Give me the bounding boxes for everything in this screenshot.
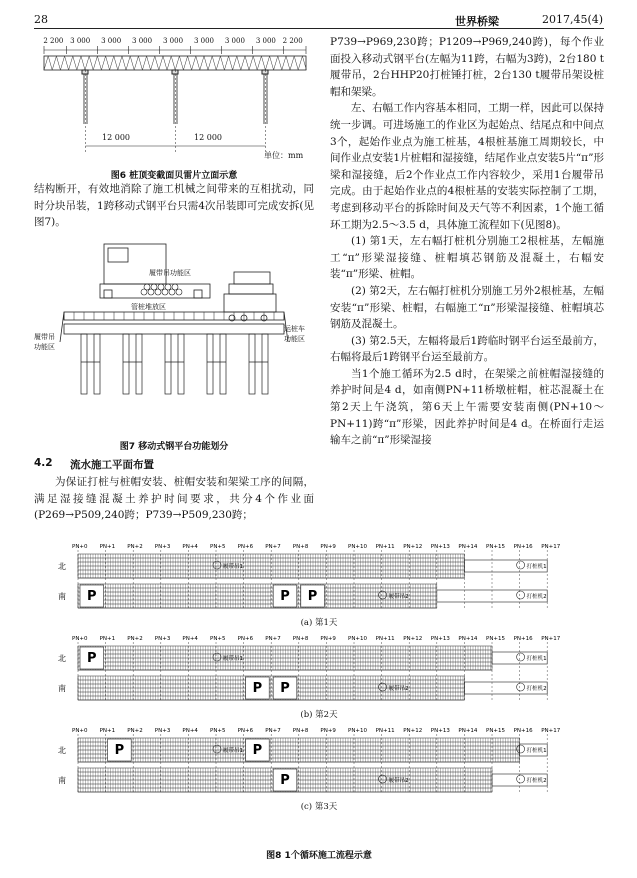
fig8-panel-0 bbox=[34, 540, 604, 626]
fig8-subcaption-0: (a) 第1天 bbox=[300, 618, 338, 628]
fig8-pier-label: PN+14 bbox=[458, 544, 478, 550]
fig8-piledriver2-label: 打桩机2 bbox=[526, 594, 547, 600]
fig8-pier-label: PN+0 bbox=[72, 636, 88, 642]
fig8-pier-label: PN+7 bbox=[265, 728, 281, 734]
fig8-piledriver1-label: 打桩机1 bbox=[526, 564, 547, 570]
fig6-top-dim-0: 2 200 bbox=[43, 37, 64, 45]
fig8-platform-mark: P bbox=[252, 743, 263, 758]
fig8-pier-label: PN+14 bbox=[458, 728, 478, 734]
fig8-pier-label: PN+4 bbox=[182, 636, 198, 642]
fig8-pier-label: PN+0 bbox=[72, 544, 88, 550]
fig8-pier-label: PN+9 bbox=[320, 728, 336, 734]
paragraph: (2) 第2天，左右幅打桩机分别施工另外2根桩基，左幅安装“π”形梁、桩帽，右幅施工“π”形梁湿接缝、桩帽填芯钢筋及混凝土。 bbox=[330, 284, 604, 331]
fig8-piledriver1-label: 打桩机1 bbox=[526, 656, 547, 662]
fig8-pier-label: PN+7 bbox=[265, 636, 281, 642]
fig6-top-dim-2: 3 000 bbox=[101, 37, 122, 45]
fig8-crane2-label: 履带吊2 bbox=[388, 778, 409, 784]
fig8-north-label: 北 bbox=[58, 562, 66, 571]
fig8-pier-label: PN+8 bbox=[292, 728, 309, 734]
paragraph: P739→P969,230跨；P1209→P969,240跨)，每个作业面投入移动式钢平台(左幅为11跨，右幅为3跨)，2台180 t履带吊，2台HHP20打桩锤打桩，2台130 t履带吊架设桩帽和架梁。 bbox=[330, 36, 604, 98]
fig8-pier-label: PN+11 bbox=[375, 544, 395, 550]
fig7-label-crawler-crane-zone: 履带吊功能区 bbox=[149, 269, 191, 277]
fig8-pier-label: PN+6 bbox=[237, 544, 254, 550]
issue-info: 2017,45(4) bbox=[542, 13, 604, 26]
fig8-pier-label: PN+16 bbox=[513, 544, 533, 550]
fig8-south-label: 南 bbox=[58, 776, 66, 785]
fig8-pier-label: PN+2 bbox=[127, 544, 143, 550]
left-column-text-1 bbox=[34, 181, 314, 231]
fig8-north-label: 北 bbox=[58, 654, 66, 663]
paragraph: (3) 第2.5天，左幅将最后1跨临时钢平台运至最前方，右幅将最后1跨钢平台运至最前方。 bbox=[330, 334, 604, 364]
fig8-pier-label: PN+3 bbox=[154, 636, 171, 642]
fig6-top-dim-6: 3 000 bbox=[224, 37, 245, 45]
fig8-crane1-label: 履带吊1 bbox=[223, 656, 243, 662]
fig6-unit: 单位：mm bbox=[264, 151, 304, 160]
fig8-pier-label: PN+10 bbox=[348, 636, 368, 642]
fig8-subcaption-1: (b) 第2天 bbox=[300, 710, 338, 720]
fig8-pier-label: PN+3 bbox=[154, 728, 171, 734]
paragraph: 为保证打桩与桩帽安装、桩帽安装和架梁工序的间隔，满足湿接缝混凝土养护时间要求，共分4个作业面(P269→P509,240跨；P739→P509,230跨； bbox=[34, 476, 314, 522]
fig8-pier-label: PN+5 bbox=[210, 636, 226, 642]
fig8-pier-label: PN+11 bbox=[375, 728, 395, 734]
fig8-platform-mark: P bbox=[280, 589, 290, 604]
journal-name: 世界桥梁 bbox=[455, 15, 499, 28]
fig8-pier-label: PN+1 bbox=[99, 544, 116, 550]
fig8-pier-label: PN+13 bbox=[430, 544, 450, 550]
header-rule bbox=[34, 28, 604, 29]
fig8-piledriver2-label: 打桩机2 bbox=[526, 686, 547, 692]
fig8-pier-label: PN+0 bbox=[72, 728, 88, 734]
fig6-bottom-dim-2: 12 000 bbox=[194, 133, 222, 142]
fig8-pier-label: PN+12 bbox=[403, 728, 423, 734]
fig8-pier-label: PN+9 bbox=[320, 544, 336, 550]
fig6-top-dim-3: 3 000 bbox=[132, 37, 153, 45]
fig6-top-dim-4: 3 000 bbox=[163, 37, 184, 45]
fig8-pier-label: PN+5 bbox=[210, 544, 226, 550]
fig8-pier-label: PN+4 bbox=[182, 728, 198, 734]
fig8-crane2-label: 履带吊2 bbox=[388, 686, 409, 692]
fig8-subcaption-2: (c) 第3天 bbox=[300, 802, 338, 812]
fig8-pier-label: PN+1 bbox=[99, 728, 116, 734]
fig8-pier-label: PN+7 bbox=[265, 544, 281, 550]
fig7-label-pipe-pile-zone: 管桩堆放区 bbox=[131, 303, 166, 311]
figure-7 bbox=[34, 232, 314, 432]
section-title: 流水施工平面布置 bbox=[70, 459, 154, 471]
fig8-platform-mark: P bbox=[280, 773, 290, 788]
fig8-pier-label: PN+13 bbox=[430, 728, 450, 734]
fig7-drawing bbox=[34, 232, 314, 432]
fig8-piledriver2-label: 打桩机2 bbox=[526, 778, 547, 784]
fig8-platform-mark: P bbox=[280, 681, 290, 696]
figure-6 bbox=[34, 34, 314, 164]
fig8-pier-label: PN+4 bbox=[182, 544, 198, 550]
fig8-south-label: 南 bbox=[58, 592, 66, 601]
fig8-platform-mark: P bbox=[87, 651, 97, 666]
fig6-top-dim-1: 3 000 bbox=[70, 37, 91, 45]
section-number: 4.2 bbox=[34, 457, 53, 469]
fig8-pier-label: PN+15 bbox=[486, 636, 506, 642]
fig8-platform-mark: P bbox=[114, 743, 125, 758]
fig6-top-dim-5: 3 000 bbox=[193, 37, 214, 45]
fig6-bottom-dim-1: 12 000 bbox=[102, 133, 130, 142]
fig6-top-dim-8: 2 200 bbox=[282, 37, 303, 45]
fig8-pier-label: PN+2 bbox=[127, 636, 143, 642]
fig8-platform-mark: P bbox=[252, 681, 263, 696]
fig8-pier-label: PN+9 bbox=[320, 636, 336, 642]
fig8-pier-label: PN+10 bbox=[348, 728, 368, 734]
fig8-pier-label: PN+11 bbox=[375, 636, 395, 642]
page-number: 28 bbox=[34, 13, 48, 26]
fig8-platform-mark: P bbox=[87, 589, 97, 604]
fig8-pier-label: PN+10 bbox=[348, 544, 368, 550]
figure-8 bbox=[34, 540, 604, 860]
left-column-text-2 bbox=[34, 474, 314, 524]
fig8-pier-label: PN+15 bbox=[486, 728, 506, 734]
fig8-north-label: 北 bbox=[58, 746, 66, 755]
fig8-crane1-label: 履带吊1 bbox=[223, 748, 243, 754]
fig7-label-left-crawler-zone: 履带吊 功能区 bbox=[34, 333, 55, 351]
fig8-pier-label: PN+1 bbox=[99, 636, 116, 642]
fig8-pier-label: PN+12 bbox=[403, 544, 423, 550]
fig8-pier-label: PN+8 bbox=[292, 636, 309, 642]
fig8-crane1-label: 履带吊1 bbox=[223, 564, 243, 570]
fig8-pier-label: PN+3 bbox=[154, 544, 171, 550]
fig8-crane2-label: 履带吊2 bbox=[388, 594, 409, 600]
fig8-pier-label: PN+13 bbox=[430, 636, 450, 642]
fig8-pier-label: PN+17 bbox=[541, 544, 561, 550]
paragraph: (1) 第1天，左右幅打桩机分别施工2根桩基，左幅施工“π”形梁湿接缝、桩帽填芯钢筋及混凝土，右幅安装“π”形梁、桩帽。 bbox=[330, 235, 604, 281]
fig8-panel-2 bbox=[34, 724, 604, 810]
fig8-panel-1 bbox=[34, 632, 604, 718]
fig7-caption: 图7 移动式钢平台功能划分 bbox=[119, 442, 229, 452]
paragraph: 结构断开，有效地消除了施工机械之间带来的互相扰动，同时分块吊装，1跨移动式钢平台只需4次吊装即可完成安拆(见图7)。 bbox=[34, 183, 314, 229]
fig8-pier-label: PN+14 bbox=[458, 636, 478, 642]
right-column-text bbox=[330, 34, 604, 449]
paragraph: 当1个施工循环为2.5 d时，在架梁之前桩帽湿接缝的养护时间是4 d，如南侧PN+11桥墩桩帽，桩芯混凝土在第2天上午浇筑，第6天上午需要安装南侧(PN+10～PN+11)跨“π”形梁，因此养护时间是4 d。在桥面行走运输车之前“π”形梁湿接 bbox=[330, 367, 604, 447]
fig8-pier-label: PN+17 bbox=[541, 728, 561, 734]
fig8-platform-mark: P bbox=[307, 589, 318, 604]
fig8-piledriver1-label: 打桩机1 bbox=[526, 748, 547, 754]
fig6-top-dim-7: 3 000 bbox=[255, 37, 276, 45]
fig6-caption: 图6 桩顶变截面贝雷片立面示意 bbox=[110, 171, 238, 181]
fig6-drawing bbox=[34, 34, 314, 164]
fig8-pier-label: PN+16 bbox=[513, 636, 533, 642]
fig8-pier-label: PN+6 bbox=[237, 728, 254, 734]
fig7-label-transport-zone: 运桩车 功能区 bbox=[284, 325, 305, 343]
fig8-pier-label: PN+8 bbox=[292, 544, 309, 550]
fig8-pier-label: PN+2 bbox=[127, 728, 143, 734]
fig8-pier-label: PN+12 bbox=[403, 636, 423, 642]
fig8-pier-label: PN+5 bbox=[210, 728, 226, 734]
fig8-pier-label: PN+16 bbox=[513, 728, 533, 734]
fig8-pier-label: PN+17 bbox=[541, 636, 561, 642]
fig8-pier-label: PN+15 bbox=[486, 544, 506, 550]
fig8-pier-label: PN+6 bbox=[237, 636, 254, 642]
fig8-caption: 图8 1个循环施工流程示意 bbox=[266, 851, 372, 861]
fig8-south-label: 南 bbox=[58, 684, 66, 693]
paragraph: 左、右幅工作内容基本相同，工期一样，因此可以保持统一步调。可进场施工的作业区为起始点、结尾点和中间点3个，起始作业点为施工桩基，4根桩基施工周期较长，中间作业点安装1片桩帽和湿接缝，结尾作业点安装5片“π”形梁和湿接缝，后2个作业点工作内容较少，采用1台履带吊完成。由于起始作业点的4根桩基的安装实际控制了工期，考虑到移动平台的拆除时间及天气等不利因素，1个施工循环工期为2.5～3.5 d，具体施工流程如下(见图8)。 bbox=[330, 102, 604, 231]
